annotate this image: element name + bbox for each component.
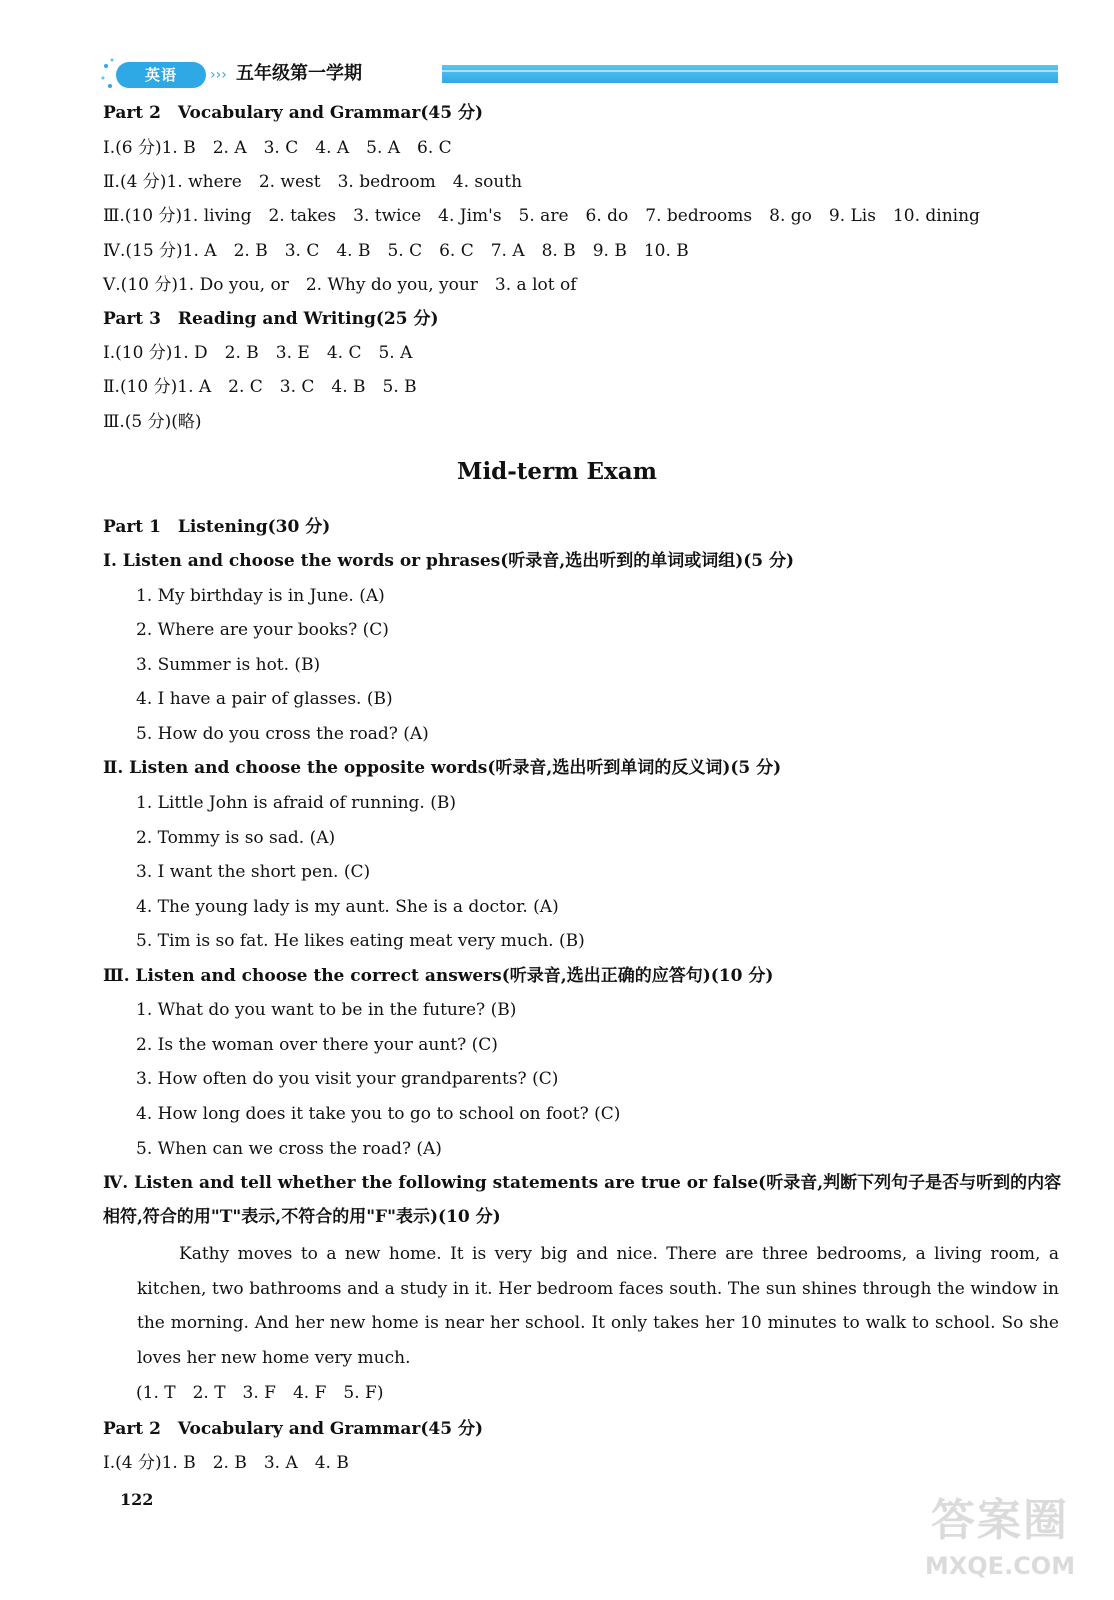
listening-part-title: Part 1 Listening(30 分) (103, 517, 331, 537)
list-item: 3. How often do you visit your grandparents? (C) (136, 1069, 559, 1089)
list-item: 2. Where are your books? (C) (136, 620, 389, 640)
reading-line-i: Ⅰ.(10 分)1. D 2. B 3. E 4. C 5. A (103, 343, 413, 363)
page-number: 122 (120, 1490, 154, 1509)
listening-i-title: Ⅰ. Listen and choose the words or phrases(听录音,选出听到的单词或词组)(5 分) (103, 551, 795, 571)
vocab-part-title: Part 2 Vocabulary and Grammar(45 分) (103, 1419, 483, 1439)
header-bar (442, 65, 1058, 83)
answer-line-i: Ⅰ.(6 分)1. B 2. A 3. C 4. A 5. A 6. C (103, 138, 452, 158)
listening-iii-title: Ⅲ. Listen and choose the correct answers(听录音,选出正确的应答句)(10 分) (103, 966, 774, 986)
list-item: 4. The young lady is my aunt. She is a doctor. (A) (136, 897, 559, 917)
list-item: 2. Is the woman over there your aunt? (C) (136, 1035, 498, 1055)
list-item: 3. I want the short pen. (C) (136, 862, 371, 882)
list-item: 3. Summer is hot. (B) (136, 655, 321, 675)
watermark-logo (920, 1478, 1080, 1588)
listening-passage: Kathy moves to a new home. It is very big and nice. There are three bedrooms, a living room, a kitchen, two bathrooms and a study in it. Her bedroom faces south. The sun shines through the window in the morning. And her new home is near her school. It only takes her 10 minutes to walk to school. So she loves her new home very much. (137, 1244, 1059, 1368)
part2-title: Part 2 Vocabulary and Grammar(45 分) (103, 103, 483, 123)
chevron-right-icon: ››› (210, 67, 227, 83)
page-header (100, 56, 1060, 92)
listening-ii-title: Ⅱ. Listen and choose the opposite words(听录音,选出听到单词的反义词)(5 分) (103, 758, 782, 778)
vocab-line-i: Ⅰ.(4 分)1. B 2. B 3. A 4. B (103, 1453, 349, 1473)
list-item: 5. How do you cross the road? (A) (136, 724, 429, 744)
list-item: 1. My birthday is in June. (A) (136, 586, 385, 606)
part3-title: Part 3 Reading and Writing(25 分) (103, 309, 439, 329)
book-title: 五年级第一学期 (236, 63, 362, 84)
listening-iv-title: Ⅳ. Listen and tell whether the following statements are true or false(听录音,判断下列句子是否与听到的内容相符,符合的用"T"表示,不符合的用"F"表示)(10 分) (103, 1173, 1062, 1227)
answer-line-iii: Ⅲ.(10 分)1. living 2. takes 3. twice 4. Jim's 5. are 6. do 7. bedrooms 8. go 9. Lis 10. dining (103, 206, 980, 226)
watermark-url: MXQE.COM (924, 1552, 1076, 1580)
answer-line-ii: Ⅱ.(4 分)1. where 2. west 3. bedroom 4. south (103, 172, 523, 192)
watermark-logo-text: 答案圈 (931, 1495, 1069, 1546)
midterm-heading: Mid-term Exam (456, 458, 658, 485)
answer-line-iv: Ⅳ.(15 分)1. A 2. B 3. C 4. B 5. C 6. C 7. A 8. B 9. B 10. B (103, 241, 689, 261)
list-item: 5. When can we cross the road? (A) (136, 1139, 442, 1159)
list-item: 2. Tommy is so sad. (A) (136, 828, 336, 848)
listening-iv-answers: (1. T 2. T 3. F 4. F 5. F) (136, 1383, 384, 1403)
list-item: 4. How long does it take you to go to school on foot? (C) (136, 1104, 621, 1124)
reading-line-ii: Ⅱ.(10 分)1. A 2. C 3. C 4. B 5. B (103, 377, 417, 397)
list-item: 1. What do you want to be in the future? (B) (136, 1000, 517, 1020)
answer-line-v: Ⅴ.(10 分)1. Do you, or 2. Why do you, your 3. a lot of (103, 275, 577, 295)
list-item: 4. I have a pair of glasses. (B) (136, 689, 393, 709)
list-item: 1. Little John is afraid of running. (B) (136, 793, 456, 813)
reading-line-iii: Ⅲ.(5 分)(略) (103, 412, 202, 432)
list-item: 5. Tim is so fat. He likes eating meat very much. (B) (136, 931, 585, 951)
subject-badge: 英语 (116, 62, 206, 88)
